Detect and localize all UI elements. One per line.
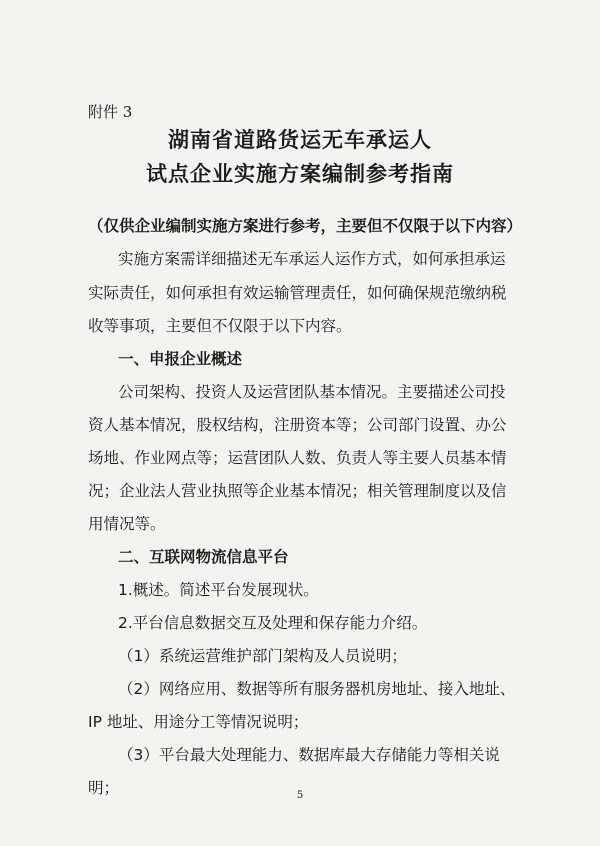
body-line-9: 用情况等。 <box>88 515 166 533</box>
body-line-12: 2.平台信息数据交互及处理和保存能力介绍。 <box>118 614 428 632</box>
body-line-8: 况；企业法人营业执照等企业基本情况；相关管理制度以及信 <box>88 482 507 500</box>
attachment-label: 附件 3 <box>88 103 133 121</box>
section-heading-2: 二、互联网物流信息平台 <box>118 548 289 566</box>
body-line-7: 场地、作业网点等；运营团队人数、负责人等主要人员基本情 <box>88 449 507 467</box>
body-line-14: （2）网络应用、数据等所有服务器机房地址、接入地址、 <box>118 680 516 698</box>
document-title-line-1: 湖南省道路货运无车承运人 <box>168 127 432 152</box>
scope-note: （仅供企业编制实施方案进行参考，主要但不仅限于以下内容） <box>88 217 523 235</box>
body-line-15: IP 地址、用途分工等情况说明； <box>88 713 309 731</box>
body-line-3: 收等事项，主要但不仅限于以下内容。 <box>88 317 352 335</box>
page-number: 5 <box>296 790 304 801</box>
body-line-1: 实施方案需详细描述无车承运人运作方式，如何承担承运 <box>118 250 506 268</box>
body-line-13: （1）系统运营维护部门架构及人员说明； <box>118 647 407 665</box>
body-line-17: 明； <box>88 779 120 797</box>
body-line-16: （3）平台最大处理能力、数据库最大存储能力等相关说 <box>118 746 500 764</box>
body-line-11: 1.概述。简述平台发展现状。 <box>118 581 319 599</box>
section-heading-1: 一、申报企业概述 <box>118 350 243 368</box>
document-title-line-2: 试点企业实施方案编制参考指南 <box>146 161 454 186</box>
body-line-2: 实际责任，如何承担有效运输管理责任，如何确保规范缴纳税 <box>88 284 507 302</box>
body-line-6: 资人基本情况，股权结构，注册资本等；公司部门设置、办公 <box>88 416 507 434</box>
body-line-5: 公司架构、投资人及运营团队基本情况。主要描述公司投 <box>118 383 506 401</box>
